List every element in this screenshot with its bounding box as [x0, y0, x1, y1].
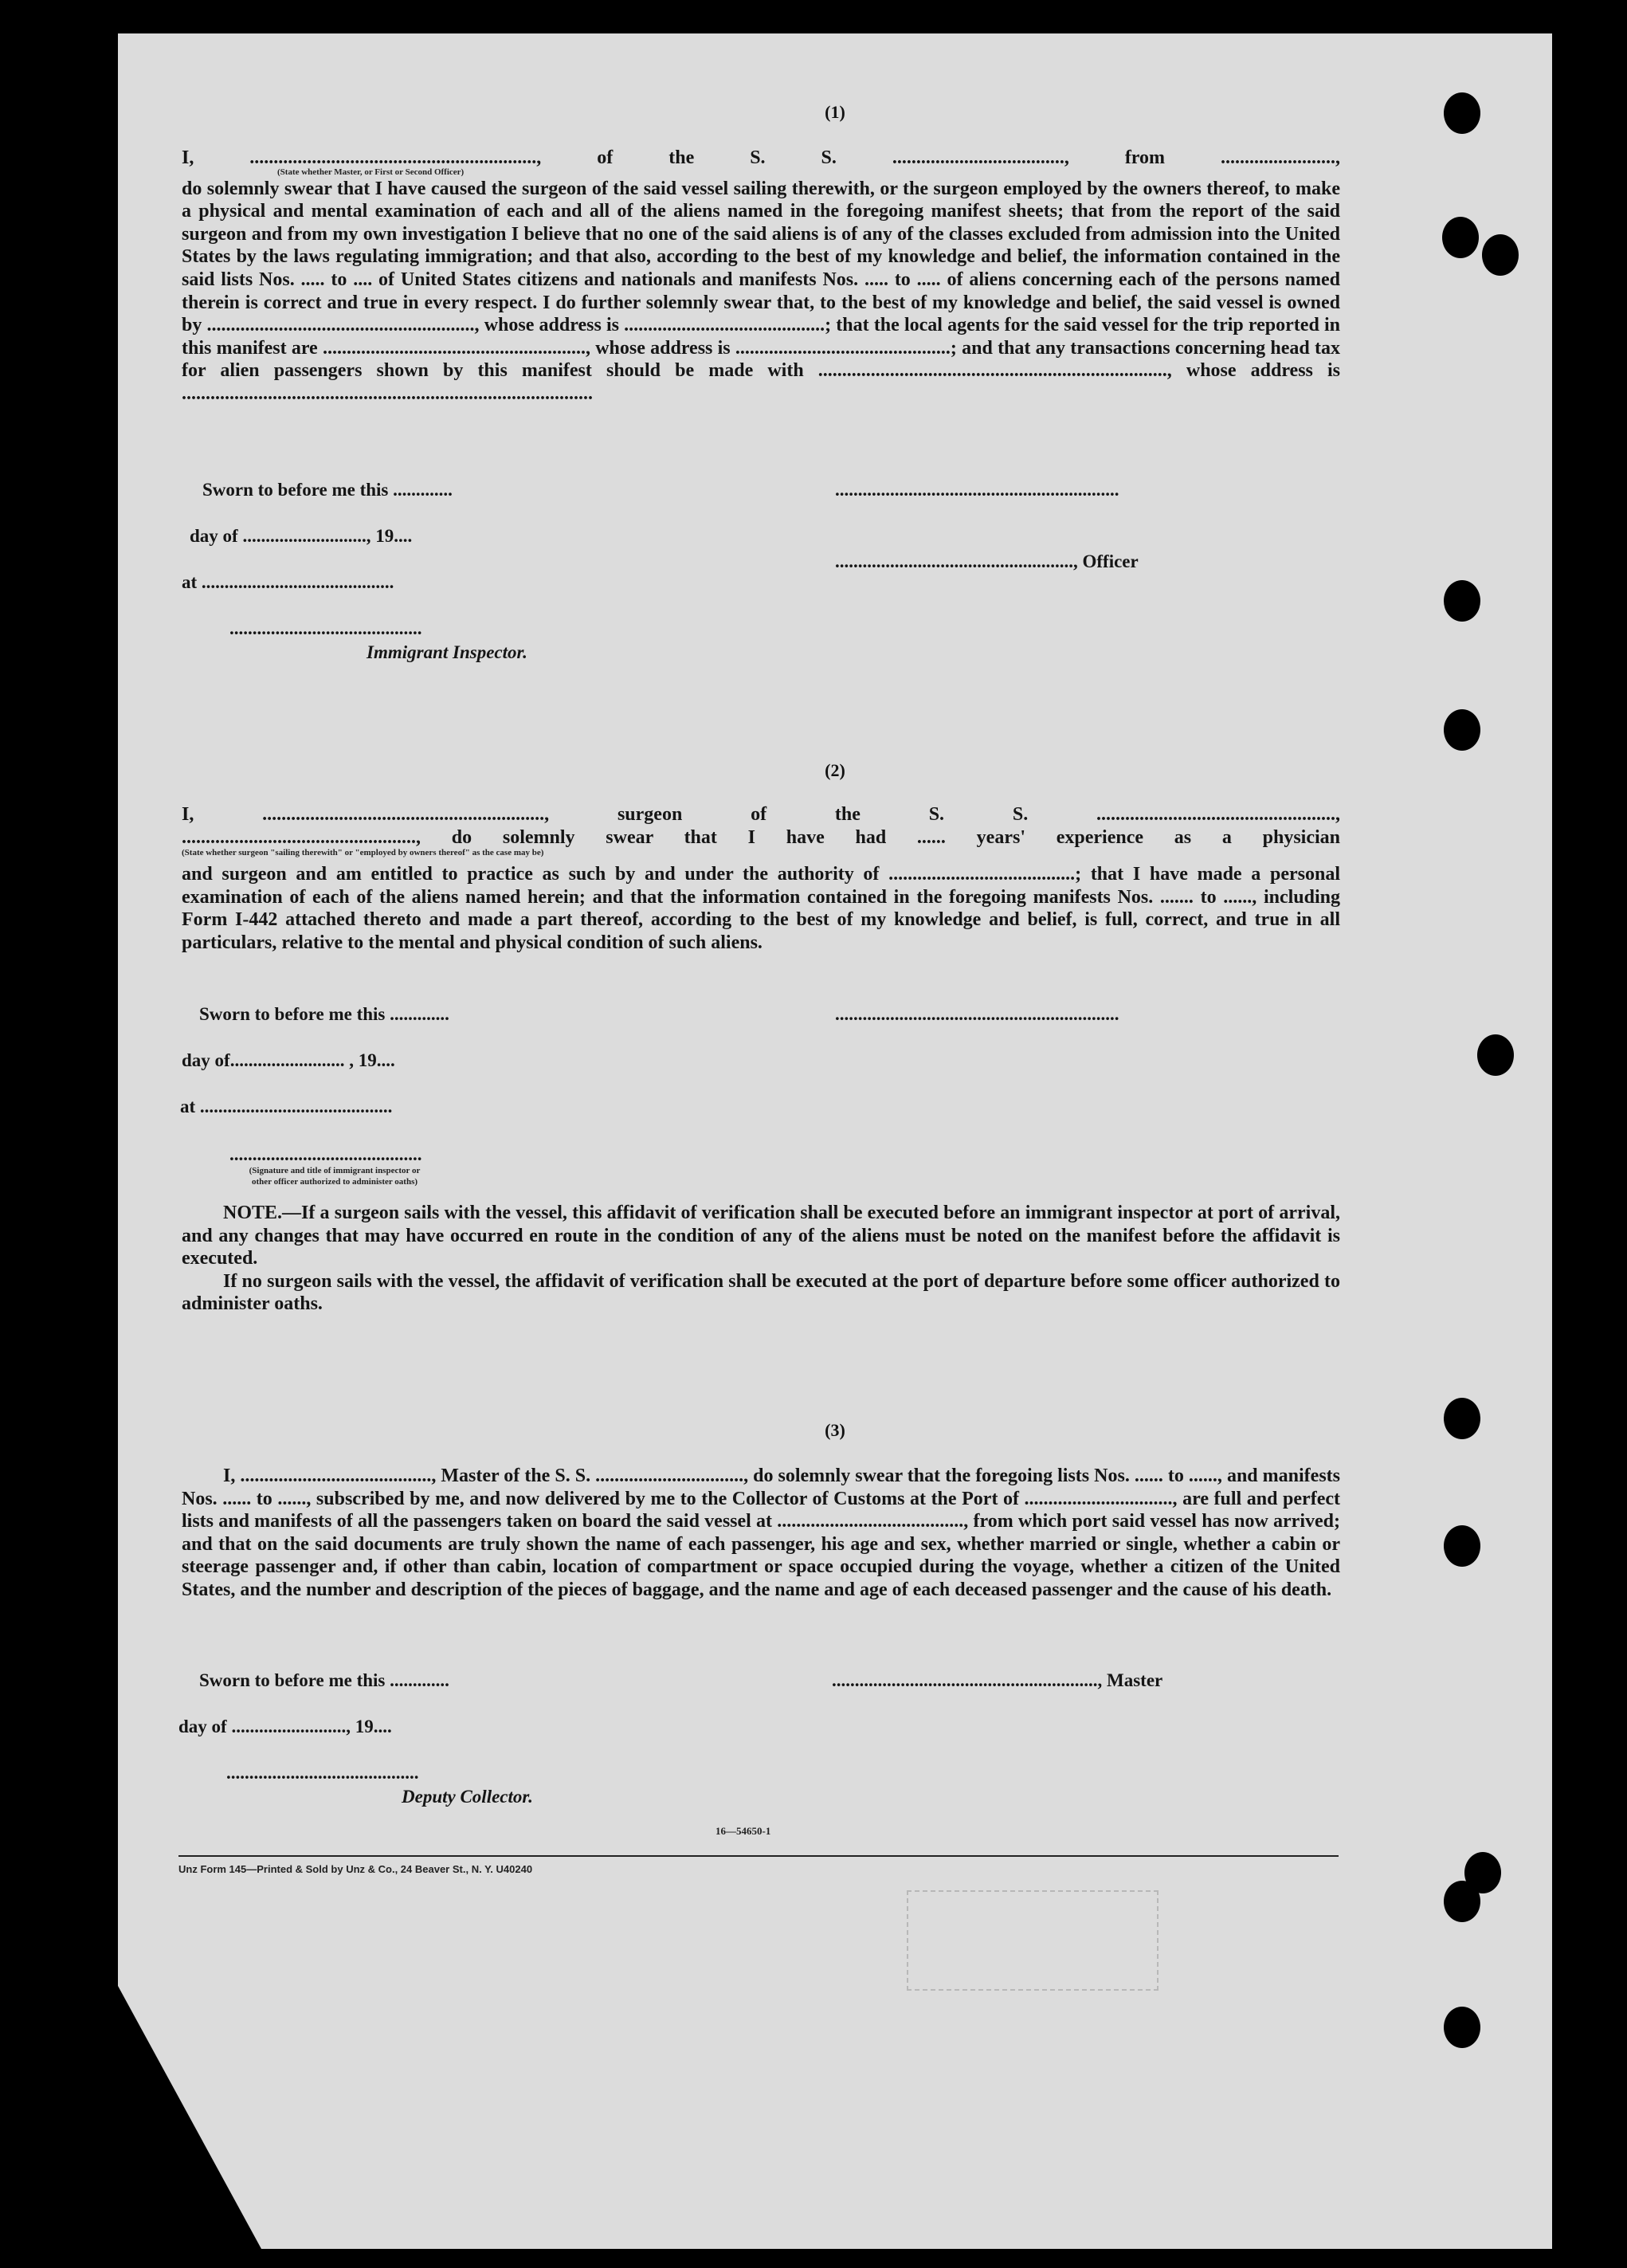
bleed-through-stamp — [907, 1890, 1159, 1991]
note-paragraph: If no surgeon sails with the vessel, the affidavit of verification shall be executed at the port of departure before some officer authorized to administer oaths. — [182, 1270, 1340, 1315]
master-signature-line: .........................................................., Master — [832, 1670, 1163, 1690]
manifest-page — [118, 33, 1552, 2249]
section-number: (1) — [825, 102, 845, 122]
officer-title-line: ...................................................., Officer — [835, 551, 1139, 571]
officer-signature-line: .............................................................. — [835, 480, 1119, 500]
signature-line: .......................................... — [229, 618, 422, 638]
day-line: day of ..........................., 19.... — [190, 526, 413, 546]
punch-hole — [1444, 709, 1480, 751]
day-line: day of......................... , 19.... — [182, 1050, 395, 1070]
collector-title: Deputy Collector. — [402, 1787, 533, 1807]
punch-hole — [1444, 580, 1480, 622]
officer-signature-line: .............................................................. — [835, 1004, 1119, 1024]
field-caption: (State whether surgeon "sailing therewith" or "employed by owners thereof" as the case may be) — [182, 848, 544, 858]
punch-hole — [1444, 2007, 1480, 2048]
oath-line: I, ............................................................, of the S. S. ...................................., from ........................, — [182, 147, 1340, 168]
section3-text — [182, 1465, 1340, 1602]
oath-paragraph: and surgeon and am entitled to practice as such by and under the authority of .......................................; that I have made a personal examination of each of the aliens named herein; and that the information contained in the foregoing manifests Nos. ....... to ......, including Form I-442 attached thereto and made a part thereof, according to the best of my knowledge and belief, is full, correct, and true in all particulars, relative to the mental and physical condition of such aliens. — [182, 864, 1340, 953]
oath-line: ................................................., do solemnly swear that I have had ...... years' experience as a physician — [182, 826, 1340, 848]
punch-hole — [1444, 1525, 1480, 1567]
section1-text — [182, 147, 1340, 406]
field-caption: (State whether Master, or First or Second Officer) — [277, 167, 465, 177]
sworn-line: Sworn to before me this ............. — [199, 1670, 449, 1690]
punch-hole — [1482, 234, 1519, 276]
oath-paragraph: I, ........................................, Master of the S. S. ..............................., do solemnly swear that the foregoing lists Nos. ...... to ......, and manifests Nos. ...... to ......, subscribed by me, and now delivered by me to the Collector of Customs at the Port of ..............................., are full and perfect lists and manifests of all the passengers taken on board the said vessel at ......................................., from which port said vessel has now arrived; and that on the said documents are truly shown the name of each passenger, his age and sex, whether married or single, whether a cabin or steerage passenger and, if other than cabin, location of compartment or space occupied during the voyage, whether a citizen of the United States, and the number and description of the pieces of baggage, and the name and age of each deceased passenger and the cause of his death. — [182, 1466, 1340, 1600]
inspector-title: Immigrant Inspector. — [367, 642, 527, 662]
section-number: (2) — [825, 760, 845, 780]
note-text — [182, 1202, 1340, 1316]
sworn-line: Sworn to before me this ............. — [202, 480, 453, 500]
oath-paragraph: do solemnly swear that I have caused the surgeon of the said vessel sailing therewith, or the surgeon employed by the owners thereof, to make a physical and mental examination of each and all of the aliens named in the foregoing manifest sheets; that from the report of the said surgeon and from my own investigation I believe that no one of the said aliens is of any of the classes excluded from admission into the United States by the laws regulating immigration; and that also, according to the best of my knowledge and belief, the information contained in the said lists Nos. ..... to .... of United States citizens and nationals and manifests Nos. ..... to ..... of aliens concerning each of the persons named therein is correct and true in every respect. I do further solemnly swear that, to the best of my knowledge and belief, the said vessel is owned by ........................................................, whose address is ..........................................; that the local agents for the said vessel for the trip reported in this manifest are ......................................................., whose address is .............................................; and that any transactions concerning head tax for alien passengers shown by this manifest should be made with ........................................................................., whose address is ...................................................................................... — [182, 178, 1340, 404]
punch-hole — [1444, 1881, 1480, 1922]
oath-line: I, ..........................................................., surgeon of the S. S. .................................................., — [182, 804, 1340, 825]
day-line: day of ........................., 19.... — [178, 1717, 392, 1736]
at-line: at .......................................... — [180, 1097, 393, 1116]
print-code: 16—54650-1 — [715, 1825, 771, 1837]
note-paragraph: NOTE.—If a surgeon sails with the vessel, this affidavit of verification shall be executed before an immigrant inspector at port of arrival, and any changes that may have occurred en route in the condition of any of the aliens must be noted on the manifest before the affidavit is executed. — [182, 1203, 1340, 1269]
punch-hole — [1442, 217, 1479, 258]
divider — [178, 1855, 1339, 1857]
section-number: (3) — [825, 1420, 845, 1440]
section2-text — [182, 803, 1340, 955]
signature-line: .......................................... — [229, 1144, 422, 1164]
at-line: at .......................................... — [182, 572, 394, 592]
folded-corner — [118, 1986, 261, 2249]
signature-caption: (Signature and title of immigrant inspector or other officer authorized to administer oaths) — [249, 1166, 421, 1187]
punch-hole — [1477, 1034, 1514, 1076]
printer-imprint: Unz Form 145—Printed & Sold by Unz & Co., 24 Beaver St., N. Y. U40240 — [178, 1863, 533, 1875]
sworn-line: Sworn to before me this ............. — [199, 1004, 449, 1024]
signature-line: .......................................... — [226, 1763, 419, 1783]
